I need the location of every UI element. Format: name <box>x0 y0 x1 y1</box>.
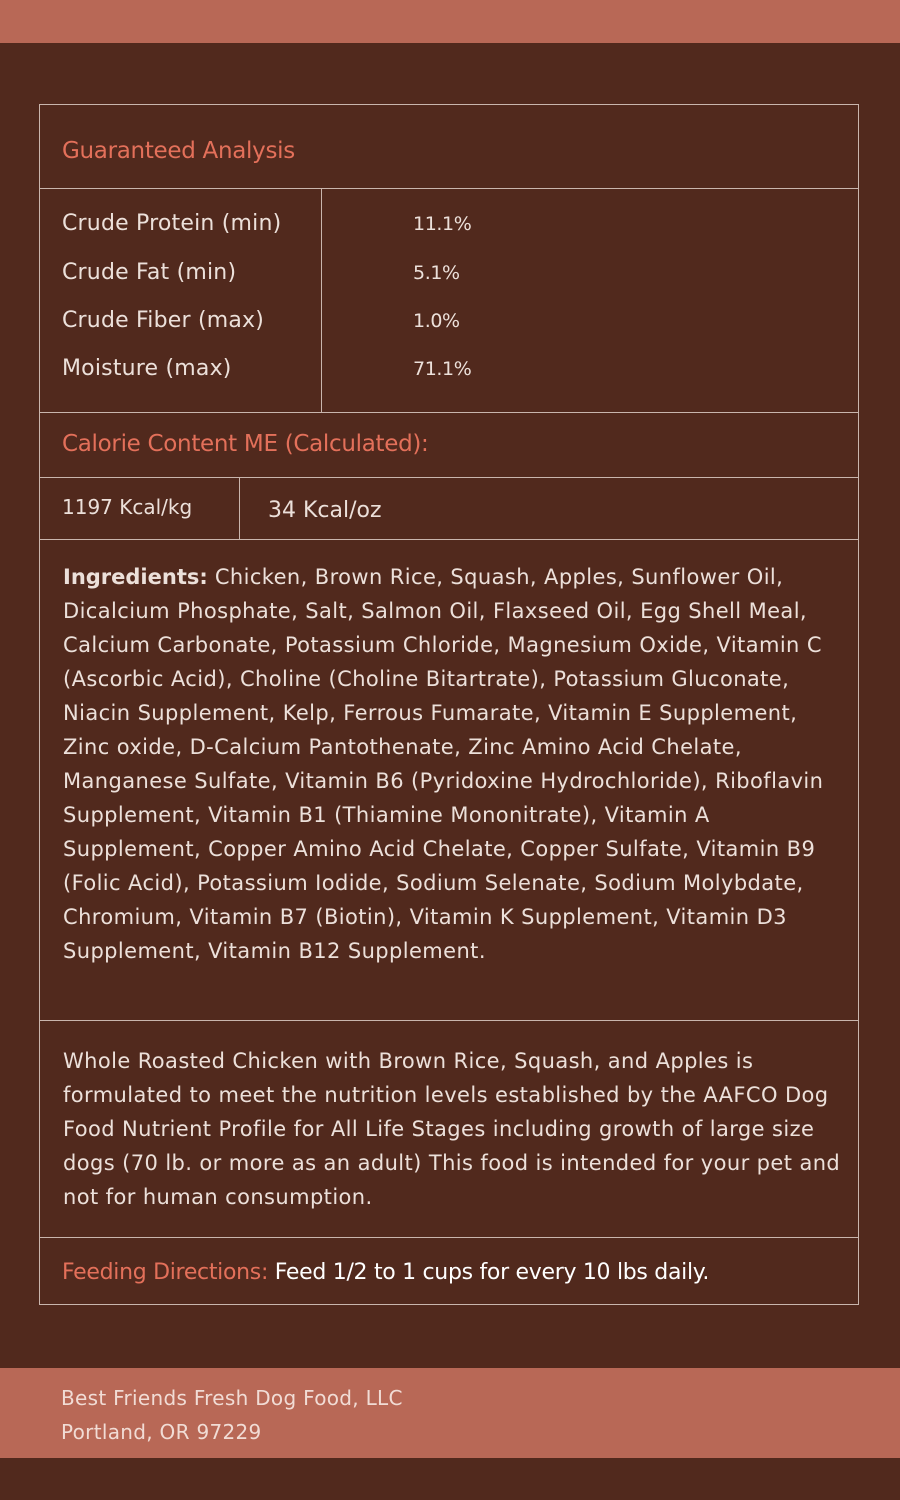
column-divider <box>239 478 240 539</box>
analysis-value: 5.1% <box>413 262 460 284</box>
ingredients-list: Chicken, Brown Rice, Squash, Apples, Sunflower Oil, Dicalcium Phosphate, Salt, Salmon Oil, Flaxseed Oil, Egg Shell Meal, Calcium Carbonate, Potassium Chloride, Magnesium Oxide, Vitamin C (Ascorbic Acid), Choline (Choline Bitartrate), Potassium Gluconate, Niacin Supplement, Kelp, Ferrous Fumarate, Vitamin E Supplement, Zinc oxide, D-Calcium Pantothenate, Zinc Amino Acid Chelate, Manganese Sulfate, Vitamin B6 (Pyridoxine Hydrochloride), Riboflavin Supplement, Vitamin B1 (Thiamine Mononitrate), Vitamin A Supplement, Copper Amino Acid Chelate, Copper Sulfate, Vitamin B9 (Folic Acid), Potassium Iodide, Sodium Selenate, Sodium Molybdate, Chromium, Vitamin B7 (Biotin), Vitamin K Supplement, Vitamin D3 Supplement, Vitamin B12 Supplement. <box>63 565 824 963</box>
analysis-row <box>40 308 858 338</box>
divider <box>40 188 858 189</box>
guaranteed-analysis-title: Guaranteed Analysis <box>62 138 295 164</box>
company-address: Portland, OR 97229 <box>61 1420 262 1444</box>
analysis-row <box>40 260 858 290</box>
analysis-value: 1.0% <box>413 310 460 332</box>
analysis-label: Crude Protein (min) <box>62 211 282 236</box>
aafco-statement: Whole Roasted Chicken with Brown Rice, Squash, and Apples is formulated to meet the nutrition levels established by the AAFCO Dog Food Nutrient Profile for All Life Stages including growth of large size dogs (70 lb. or more as an adult) This food is intended for your pet and not for human consumption. <box>63 1049 841 1209</box>
nutrition-panel <box>39 104 859 1305</box>
calorie-per-oz: 34 Kcal/oz <box>268 498 382 523</box>
divider <box>40 1020 858 1021</box>
calorie-content-title: Calorie Content ME (Calculated): <box>62 431 429 457</box>
top-accent-band <box>0 0 900 43</box>
analysis-row <box>40 211 858 241</box>
analysis-label: Crude Fat (min) <box>62 260 237 285</box>
divider <box>40 1237 858 1238</box>
analysis-label: Moisture (max) <box>62 356 232 381</box>
analysis-value: 71.1% <box>413 358 472 380</box>
footer-band <box>0 1368 900 1458</box>
analysis-row <box>40 356 858 386</box>
ingredients-block <box>63 560 843 968</box>
calorie-per-kg: 1197 Kcal/kg <box>62 495 193 519</box>
ingredients-label: Ingredients: <box>63 565 208 589</box>
divider <box>40 539 858 540</box>
feeding-directions-label: Feeding Directions: <box>62 1260 269 1285</box>
feeding-directions <box>62 1260 709 1285</box>
analysis-value: 11.1% <box>413 213 472 235</box>
divider <box>40 477 858 478</box>
feeding-directions-text: Feed 1/2 to 1 cups for every 10 lbs daily. <box>274 1260 710 1285</box>
analysis-label: Crude Fiber (max) <box>62 308 265 333</box>
divider <box>40 412 858 413</box>
company-name: Best Friends Fresh Dog Food, LLC <box>61 1386 403 1410</box>
